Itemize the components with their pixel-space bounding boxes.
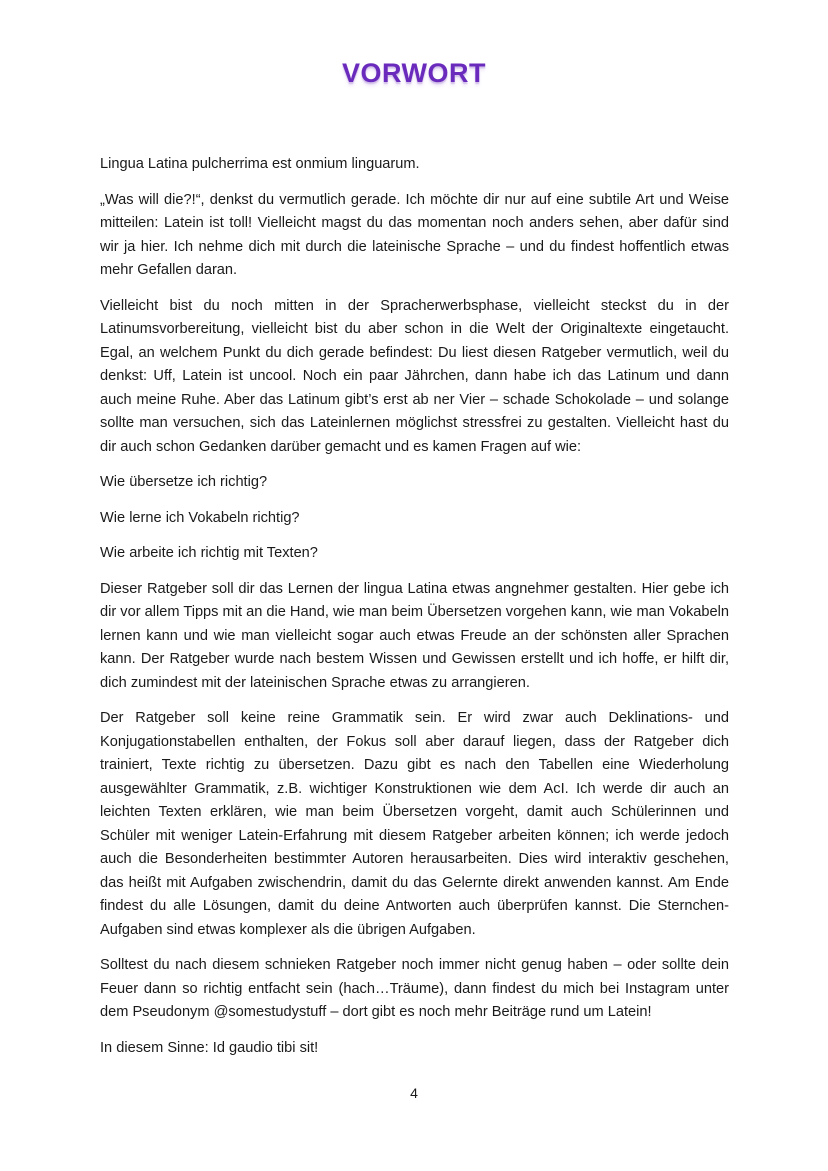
paragraph-instagram: Solltest du nach diesem schnieken Ratgeber noch immer nicht genug haben – oder sollte dein Feuer dann so richtig entfacht sein (hach…Träume), dann findest du mich bei Instagram unter dem Pseudonym @somestudystuff – dort gibt es noch mehr Beiträge rund um Latein! bbox=[100, 957, 729, 1020]
paragraph-intro: „Was will die?!“, denkst du vermutlich gerade. Ich möchte dir nur auf eine subtile Art und Weise mitteilen: Latein ist toll! Vielleicht magst du das momentan noch anders sehen, aber dafür sind wir ja hier. Ich nehme dich mit durch die lateinische Sprache – und du findest hoffentlich etwas mehr Gefallen daran. bbox=[100, 191, 729, 278]
paragraph-closing: In diesem Sinne: Id gaudio tibi sit! bbox=[100, 1039, 319, 1056]
paragraph-structure: Der Ratgeber soll keine reine Grammatik sein. Er wird zwar auch Deklinations- und Konjugationstabellen enthalten, der Fokus soll aber darauf liegen, dass der Ratgeber dich trainiert, Texte richtig zu übersetzen. Dazu gibt es nach den Tabellen eine Wiederholung ausgewählter Grammatik, z.B. wichtiger Konstruktionen wie dem AcI. Ich werde dir auch an leichten Texten erklären, wie man beim Übersetzen vorgeht, damit auch Schülerinnen und Schüler mit weniger Latein-Erfahrung mit diesem Ratgeber arbeiten können; ich werde jedoch auch die Besonderheiten bestimmter Autoren herausarbeiten. Dies wird interaktiv geschehen, das heißt mit Aufgaben zwischendrin, damit du das Gelernte direkt anwenden kannst. Am Ende findest du alle Lösungen, damit du deine Antworten auch überprüfen kannst. Die Sternchen-Aufgaben sind etwas komplexer als die übrigen Aufgaben. bbox=[100, 710, 729, 938]
question-translate: Wie übersetze ich richtig? bbox=[100, 474, 268, 490]
page-title: VORWORT bbox=[342, 58, 486, 88]
body-text bbox=[100, 153, 729, 1072]
page-number: 4 bbox=[410, 1085, 418, 1101]
question-vocabulary: Wie lerne ich Vokabeln richtig? bbox=[100, 509, 300, 526]
paragraph-motto: Lingua Latina pulcherrima est onmium linguarum. bbox=[100, 156, 420, 172]
paragraph-situation: Vielleicht bist du noch mitten in der Spracherwerbsphase, vielleicht steckst du in der Latinumsvorbereitung, vielleicht bist du aber schon in die Welt der Originaltexte eingetaucht. Egal, an welchem Punkt du dich gerade befindest: Du liest diesen Ratgeber vermutlich, weil du denkst: Uff, Latein ist uncool. Noch ein paar Jährchen, dann habe ich das Latinum und dann auch meine Ruhe. Aber das Latinum gibt’s erst ab ner Vier – schade Schokolade – und solange sollte man versuchen, sich das Lateinlernen möglichst stressfrei zu gestalten. Vielleicht hast du dir auch schon Gedanken darüber gemacht und es kamen Fragen auf wie: bbox=[100, 297, 729, 455]
question-texts: Wie arbeite ich richtig mit Texten? bbox=[100, 545, 318, 561]
paragraph-purpose: Dieser Ratgeber soll dir das Lernen der lingua Latina etwas angnehmer gestalten. Hier gebe ich dir vor allem Tipps mit an die Hand, wie man beim Übersetzen vorgehen kann, wie man Vokabeln lernen kann und wie man vielleicht sogar auch etwas Freude an der schönsten aller Sprachen kann. Der Ratgeber wurde nach bestem Wissen und Gewissen erstellt und ich hoffe, er hilft dir, dich zumindest mit der lateinischen Sprache etwas zu arrangieren. bbox=[100, 580, 729, 691]
